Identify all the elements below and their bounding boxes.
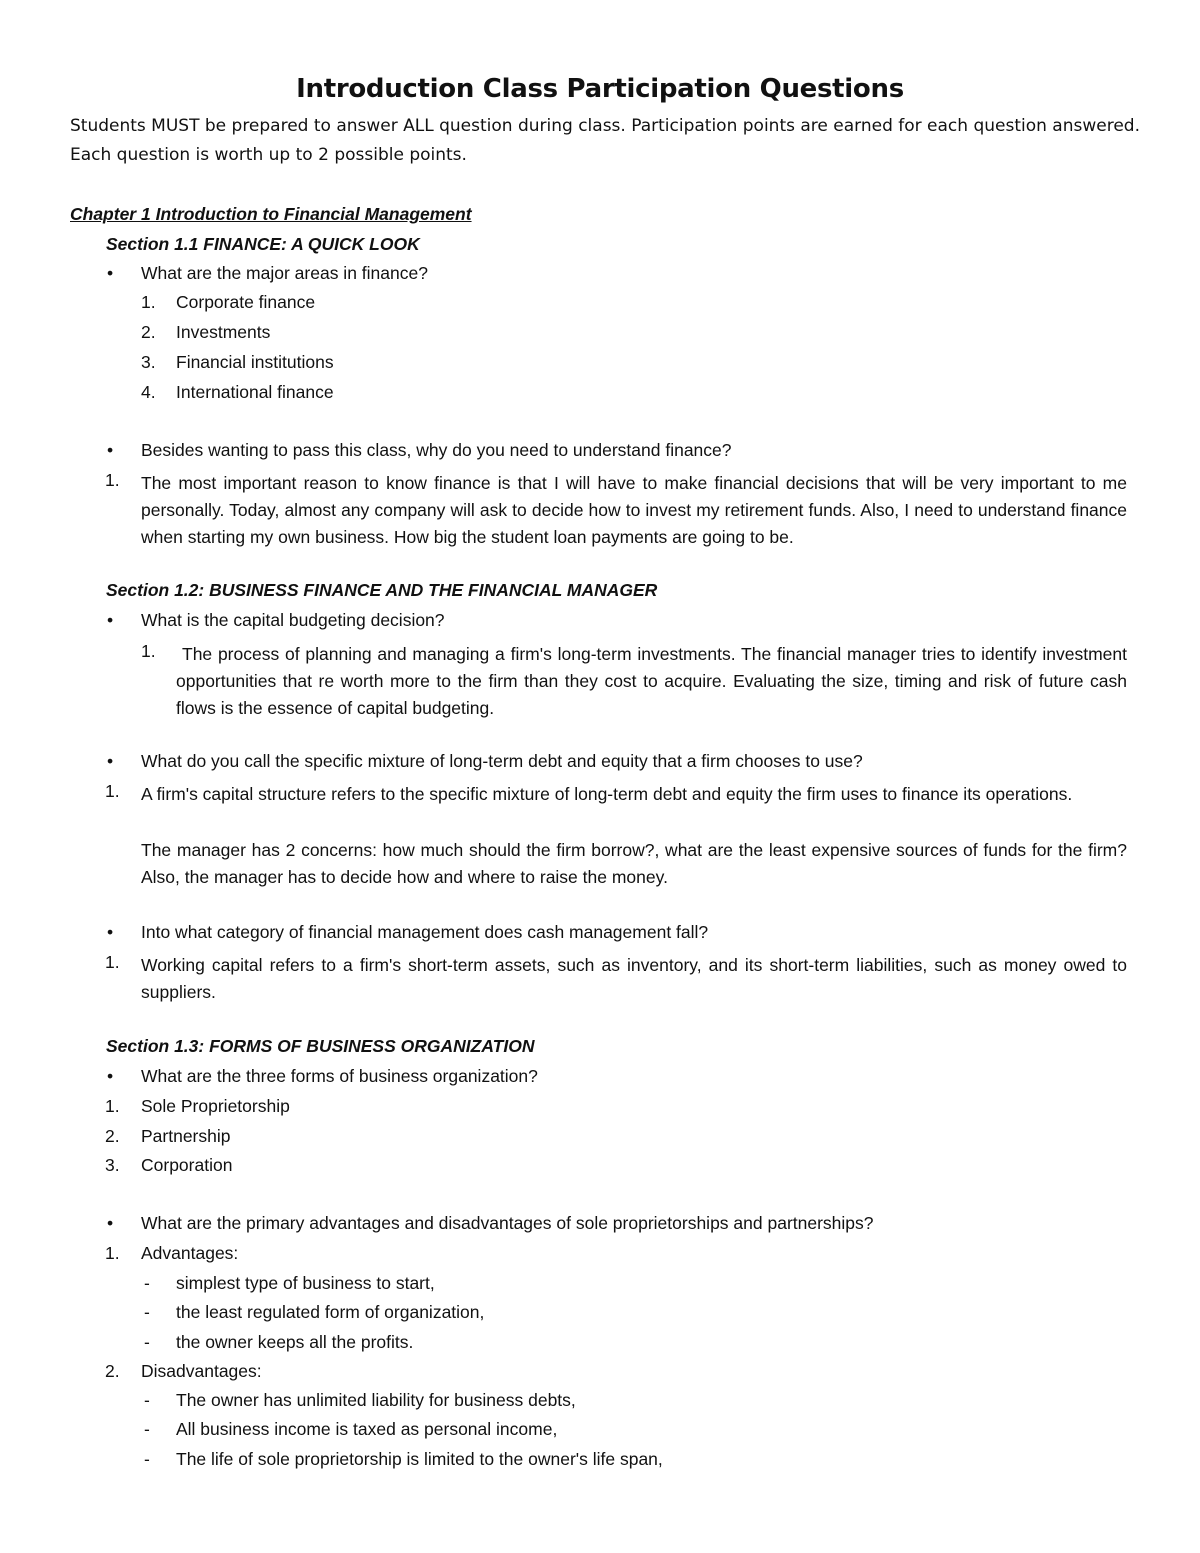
answer-capital-structure-concerns: The manager has 2 concerns: how much should the firm borrow?, what are the least expensive sources of funds for the firm? Also, the manager has to decide how and where to raise the money. xyxy=(141,840,1127,887)
question-capital-budgeting: • What is the capital budgeting decision? xyxy=(141,610,445,631)
list-item: 1. Advantages: xyxy=(105,1243,239,1263)
list-item: 1. Corporate finance xyxy=(141,292,316,312)
question-advantages: • What are the primary advantages and disadvantages of sole proprietorships and partnerships? xyxy=(141,1213,874,1234)
list-marker: 1. xyxy=(105,781,120,801)
section-1-2-heading: Section 1.2: BUSINESS FINANCE AND THE FINANCIAL MANAGER xyxy=(106,580,658,600)
section-1-3-heading: Section 1.3: FORMS OF BUSINESS ORGANIZATION xyxy=(106,1036,535,1056)
dash-item: - the least regulated form of organization, xyxy=(144,1302,485,1322)
list-marker: 1. xyxy=(105,470,120,490)
answer-capital-budgeting: The process of planning and managing a firm's long-term investments. The financial manager tries to identify investment opportunities that re worth more to the firm than they cost to acquire. Evaluating the size, timing and risk of future cash flows is the essence of capital budgeting. xyxy=(176,644,1127,718)
list-item: 3. Corporation xyxy=(105,1155,233,1175)
dash-item: - The life of sole proprietorship is limited to the owner's life span, xyxy=(144,1449,663,1469)
section-1-1-heading: Section 1.1 FINANCE: A QUICK LOOK xyxy=(106,234,420,254)
intro-paragraph: Students MUST be prepared to answer ALL question during class. Participation points are earned for each question answered. Each question is worth up to 2 possible points. xyxy=(70,116,1140,165)
list-item: 2. Partnership xyxy=(105,1126,231,1146)
question-cash-management: • Into what category of financial management does cash management fall? xyxy=(141,922,708,943)
list-item: 1. Sole Proprietorship xyxy=(105,1096,290,1116)
list-item: 2. Disadvantages: xyxy=(105,1361,262,1381)
question-forms: • What are the three forms of business organization? xyxy=(141,1066,538,1087)
question-why-finance: • Besides wanting to pass this class, why do you need to understand finance? xyxy=(141,440,732,461)
answer-why-finance: The most important reason to know finance is that I will have to make financial decisions that will be very important to me personally. Today, almost any company will ask to decide how to invest my retirement funds. Also, I need to understand finance when starting my own business. How big the student loan payments are going to be. xyxy=(141,473,1127,547)
list-marker: 1. xyxy=(105,952,120,972)
question-major-areas: • What are the major areas in finance? xyxy=(141,263,428,284)
dash-item: - The owner has unlimited liability for business debts, xyxy=(144,1390,576,1410)
question-capital-structure: • What do you call the specific mixture of long-term debt and equity that a firm chooses to use? xyxy=(141,751,863,772)
dash-item: - the owner keeps all the profits. xyxy=(144,1332,414,1352)
list-item: 4. International finance xyxy=(141,382,334,402)
answer-capital-structure: A firm's capital structure refers to the specific mixture of long-term debt and equity the firm uses to finance its operations. xyxy=(141,784,1073,804)
chapter-heading: Chapter 1 Introduction to Financial Management xyxy=(70,204,472,224)
list-item: 2. Investments xyxy=(141,322,271,342)
list-marker: 1. xyxy=(141,641,156,661)
dash-item: - All business income is taxed as personal income, xyxy=(144,1419,558,1439)
page-title: Introduction Class Participation Questions xyxy=(296,74,904,104)
answer-working-capital: Working capital refers to a firm's short-term assets, such as inventory, and its short-term liabilities, such as money owed to suppliers. xyxy=(141,955,1127,1002)
dash-item: - simplest type of business to start, xyxy=(144,1273,435,1293)
list-item: 3. Financial institutions xyxy=(141,352,334,372)
